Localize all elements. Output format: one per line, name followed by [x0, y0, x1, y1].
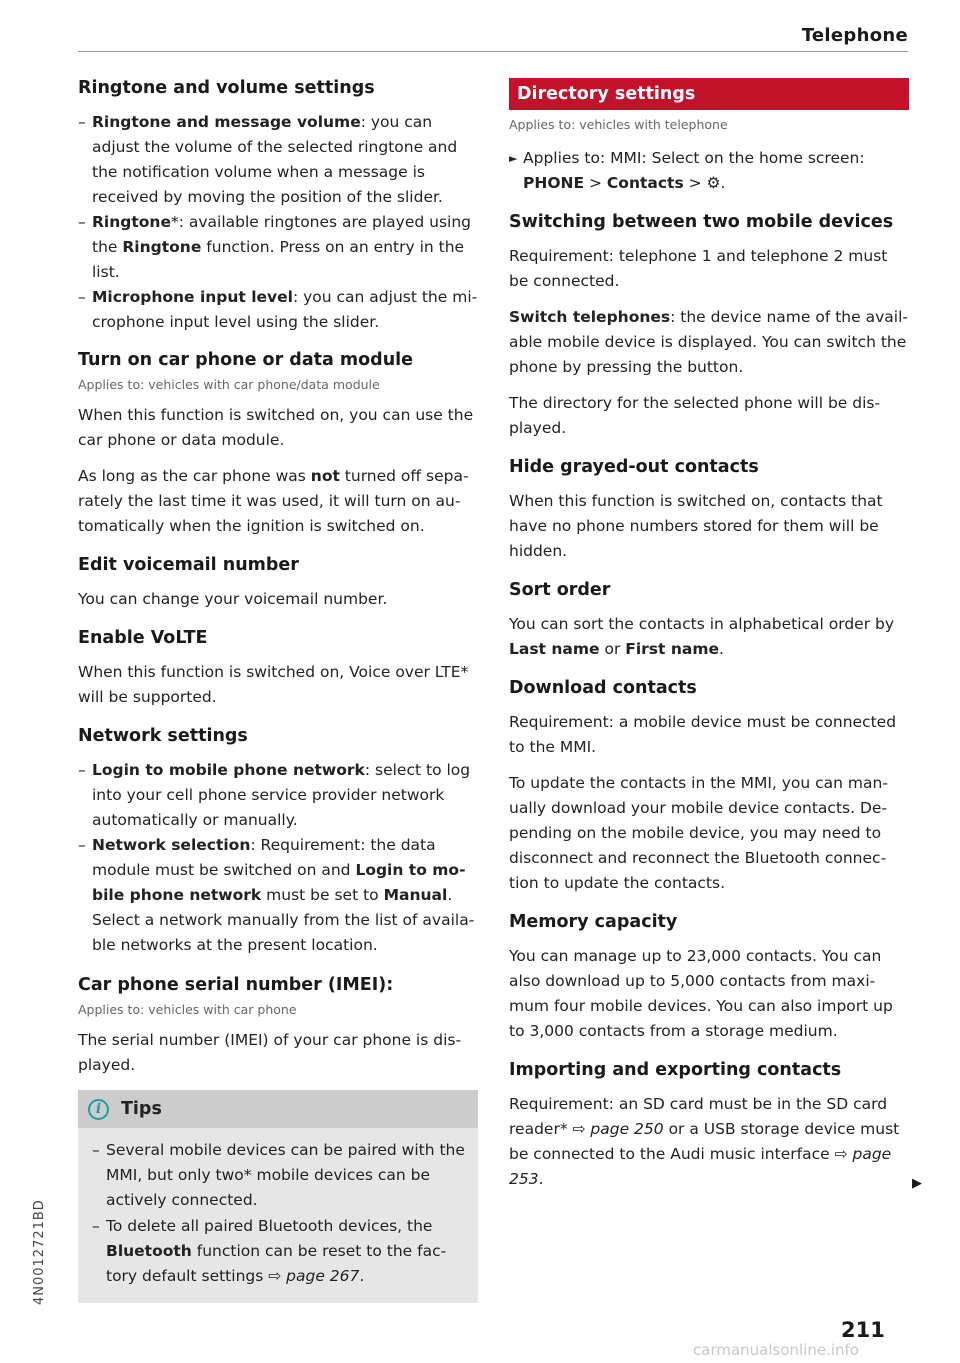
memory-heading: Memory capacity — [509, 912, 678, 932]
document-code: 4N0012721BD — [32, 1199, 47, 1305]
network-list — [78, 758, 478, 958]
download-heading: Download contacts — [509, 678, 697, 698]
voicemail-heading: Edit voicemail number — [78, 555, 299, 575]
switch-heading: Switching between two mobile devices — [509, 212, 894, 232]
continue-arrow-icon: ▶ — [912, 1176, 922, 1191]
carphone-heading: Turn on car phone or data module — [78, 350, 414, 370]
switch-paragraph-2: Switch telephones: the device name of the available mobile device is displayed. You can switch the phone by pressing the button. — [509, 308, 908, 376]
carphone-applies: Applies to: vehicles with car phone/data module — [78, 377, 380, 392]
imei-paragraph: The serial number (IMEI) of your car phone is displayed. — [78, 1031, 462, 1074]
hide-heading: Hide grayed-out contacts — [509, 457, 759, 477]
left-column — [78, 70, 478, 1303]
watermark: carmanualsonline.info — [693, 1341, 859, 1359]
list-item: – Network selection: Requirement: the data module must be switched on and Login to mobile phone network must be set to Manual. Select a network manually from the list of available networks at the present location. — [78, 833, 478, 958]
sort-heading: Sort order — [509, 580, 611, 600]
sort-paragraph: You can sort the contacts in alphabetical order by Last name or First name. — [509, 615, 895, 658]
tips-body — [78, 1128, 478, 1289]
carphone-paragraph-2: As long as the car phone was not turned off separately the last time it was used, it will turn on automatically when the ignition is switched on. — [78, 467, 469, 535]
arrow-bullet-icon: ► — [509, 152, 518, 165]
imei-applies: Applies to: vehicles with car phone — [78, 1002, 297, 1017]
tips-title: Tips — [121, 1099, 162, 1119]
list-item: – To delete all paired Bluetooth devices, the Bluetooth function can be reset to the factory default settings ⇨ page 267. — [92, 1214, 466, 1289]
tips-box — [78, 1090, 478, 1303]
switch-paragraph-1: Requirement: telephone 1 and telephone 2 must be connected. — [509, 247, 888, 290]
page-reference-link[interactable]: ⇨ page 267 — [268, 1267, 360, 1285]
carphone-paragraph-1: When this function is switched on, you can use the car phone or data module. — [78, 406, 474, 449]
download-paragraph-2: To update the contacts in the MMI, you can manually download your mobile device contacts. Depending on the mobile device, you may need to disconnect and reconnect the Bluetooth connection to update the contacts. — [509, 774, 888, 892]
download-paragraph-1: Requirement: a mobile device must be connected to the MMI. — [509, 713, 897, 756]
section-title: Telephone — [801, 25, 908, 46]
list-item: – Microphone input level: you can adjust the microphone input level using the slider. — [78, 285, 478, 335]
volte-heading: Enable VoLTE — [78, 628, 208, 648]
voicemail-paragraph: You can change your voicemail number. — [78, 590, 388, 608]
info-icon: i — [88, 1099, 109, 1120]
network-heading: Network settings — [78, 726, 248, 746]
gear-icon: ⚙ — [706, 174, 721, 192]
list-item: – Ringtone*: available ringtones are played using the Ringtone function. Press on an entry in the list. — [78, 210, 478, 285]
switch-paragraph-3: The directory for the selected phone will be displayed. — [509, 394, 881, 437]
list-item: – Several mobile devices can be paired with the MMI, but only two* mobile devices can be actively connected. — [92, 1138, 466, 1213]
page-reference-link[interactable]: ⇨ page 253 — [509, 1145, 892, 1188]
import-paragraph: Requirement: an SD card must be in the SD card reader* ⇨ page 250 or a USB storage device must be connected to the Audi music interface ⇨ page 253. — [509, 1095, 900, 1188]
volte-paragraph: When this function is switched on, Voice over LTE* will be supported. — [78, 663, 469, 706]
hide-paragraph: When this function is switched on, contacts that have no phone numbers stored for them will be hidden. — [509, 492, 883, 560]
list-item: – Login to mobile phone network: select to log into your cell phone service provider network automatically or manually. — [78, 758, 478, 833]
tips-list — [92, 1138, 466, 1289]
memory-paragraph: You can manage up to 23,000 contacts. You can also download up to 5,000 contacts from maximum four mobile devices. You can also import up to 3,000 contacts from a storage medium. — [509, 947, 893, 1040]
imei-heading: Car phone serial number (IMEI): — [78, 975, 394, 995]
directory-applies: Applies to: vehicles with telephone — [509, 117, 728, 132]
header-rule — [78, 51, 908, 52]
import-heading: Importing and exporting contacts — [509, 1060, 842, 1080]
directory-settings-bar: Directory settings — [509, 78, 909, 110]
page-reference-link[interactable]: ⇨ page 250 — [572, 1120, 664, 1138]
list-item: – Ringtone and message volume: you can adjust the volume of the selected ringtone and the notification volume when a message is received by moving the position of the slider. — [78, 110, 478, 210]
ringtone-list — [78, 110, 478, 335]
page-number: 211 — [841, 1318, 885, 1342]
right-column — [509, 70, 909, 1192]
ringtone-heading: Ringtone and volume settings — [78, 78, 375, 98]
tips-header — [78, 1090, 478, 1128]
navigation-instruction: ► Applies to: MMI: Select on the home screen: PHONE > Contacts > ⚙. — [509, 146, 909, 196]
